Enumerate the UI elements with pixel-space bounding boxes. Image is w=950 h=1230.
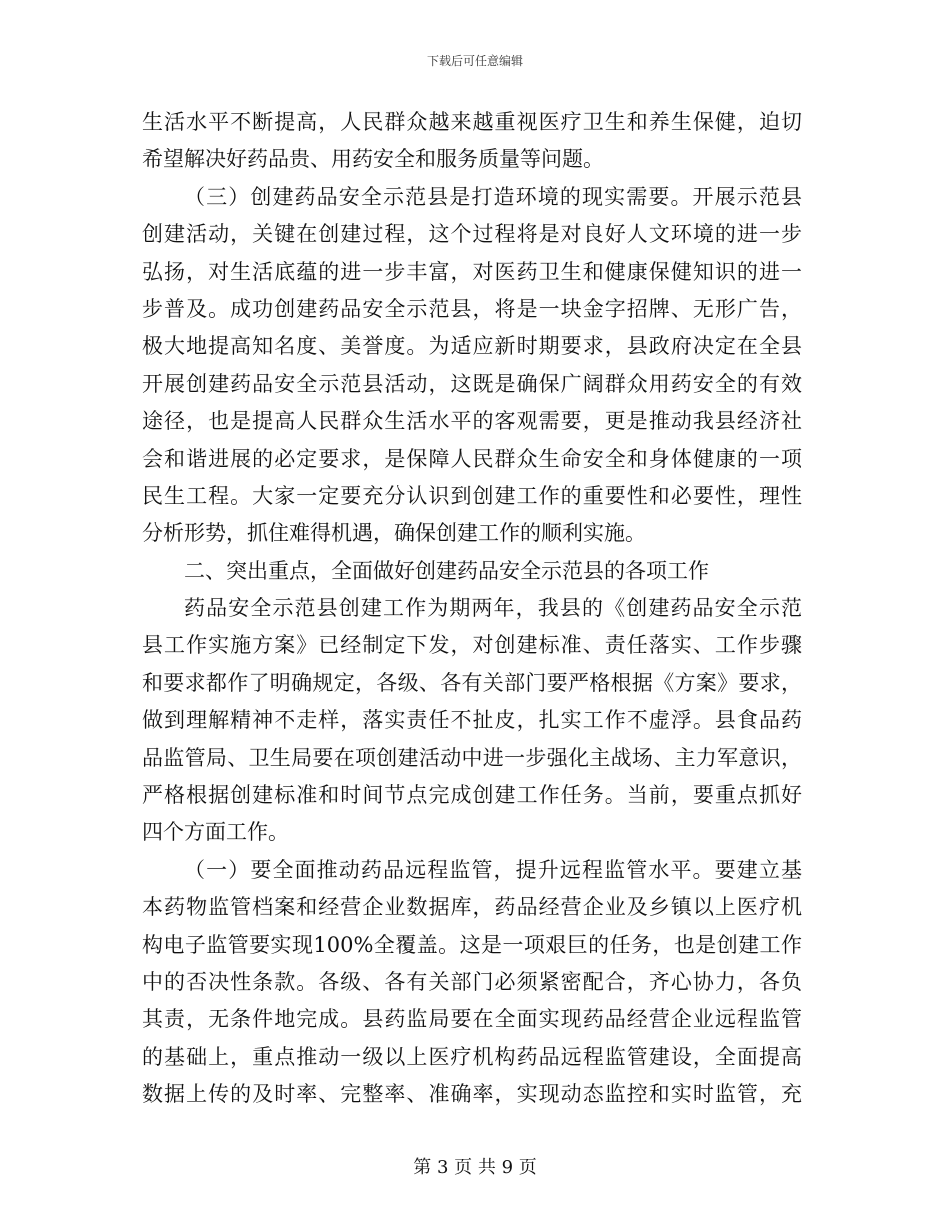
paragraph-line: 二、突出重点，全面做好创建药品安全示范县的各项工作 (184, 558, 709, 583)
paragraph-line: 民生工程。大家一定要充分认识到创建工作的重要性和必要性，理性 (142, 483, 802, 508)
paragraph-line: 生活水平不断提高，人民群众越来越重视医疗卫生和养生保健，迫切 (142, 110, 802, 134)
paragraph-line: 药品安全示范县创建工作为期两年，我县的《创建药品安全示范 (184, 596, 802, 621)
paragraph-line: 分析形势，抓住难得机遇，确保创建工作的顺利实施。 (142, 521, 646, 546)
paragraph-line: 县工作实施方案》已经制定下发，对创建标准、责任落实、工作步骤 (142, 633, 802, 658)
document-body (142, 104, 802, 1114)
paragraph-line: （三）创建药品安全示范县是打造环境的现实需要。开展示范县 (184, 184, 802, 209)
paragraph-line: 会和谐进展的必定要求，是保障人民群众生命安全和身体健康的一项 (142, 446, 802, 471)
paragraph-line: 的基础上，重点推动一级以上医疗机构药品远程监管建设，全面提高 (142, 1044, 802, 1069)
page-header: 下载后可任意编辑 (426, 54, 523, 68)
paragraph-line: 开展创建药品安全示范县活动，这既是确保广阔群众用药安全的有效 (142, 371, 802, 396)
paragraph-line: 途径，也是提高人民群众生活水平的客观需要，更是推动我县经济社 (142, 409, 802, 434)
paragraph-line: 数据上传的及时率、完整率、准确率，实现动态监控和实时监管，充 (142, 1082, 802, 1107)
paragraph-line: （一）要全面推动药品远程监管，提升远程监管水平。要建立基 (184, 857, 802, 882)
paragraph-line: 构电子监管要实现100%全覆盖。这是一项艰巨的任务，也是创建工作 (142, 932, 802, 957)
paragraph-line: 极大地提高知名度、美誉度。为适应新时期要求，县政府决定在全县 (142, 334, 802, 359)
paragraph-line: 做到理解精神不走样，落实责任不扯皮，扎实工作不虚浮。县食品药 (142, 708, 802, 733)
paragraph-line: 品监管局、卫生局要在项创建活动中进一步强化主战场、主力军意识， (142, 745, 802, 770)
paragraph-line: 弘扬，对生活底蕴的进一步丰富，对医药卫生和健康保健知识的进一 (142, 259, 802, 284)
paragraph-line: 严格根据创建标准和时间节点完成创建工作任务。当前，要重点抓好 (142, 783, 802, 808)
paragraph-line: 中的否决性条款。各级、各有关部门必须紧密配合，齐心协力，各负 (142, 969, 802, 994)
paragraph-line: 本药物监管档案和经营企业数据库，药品经营企业及乡镇以上医疗机 (142, 895, 802, 920)
paragraph-line: 四个方面工作。 (142, 820, 289, 845)
paragraph-line: 步普及。成功创建药品安全示范县，将是一块金字招牌、无形广告， (142, 296, 802, 321)
page-footer: 第 3 页 共 9 页 (413, 1157, 537, 1178)
paragraph-line: 希望解决好药品贵、用药安全和服务质量等问题。 (142, 147, 604, 172)
paragraph-line: 创建活动，关键在创建过程，这个过程将是对良好人文环境的进一步 (142, 222, 802, 247)
paragraph-line: 和要求都作了明确规定，各级、各有关部门要严格根据《方案》要求， (142, 670, 802, 695)
paragraph-line: 其责，无条件地完成。县药监局要在全面实现药品经营企业远程监管 (142, 1007, 802, 1032)
